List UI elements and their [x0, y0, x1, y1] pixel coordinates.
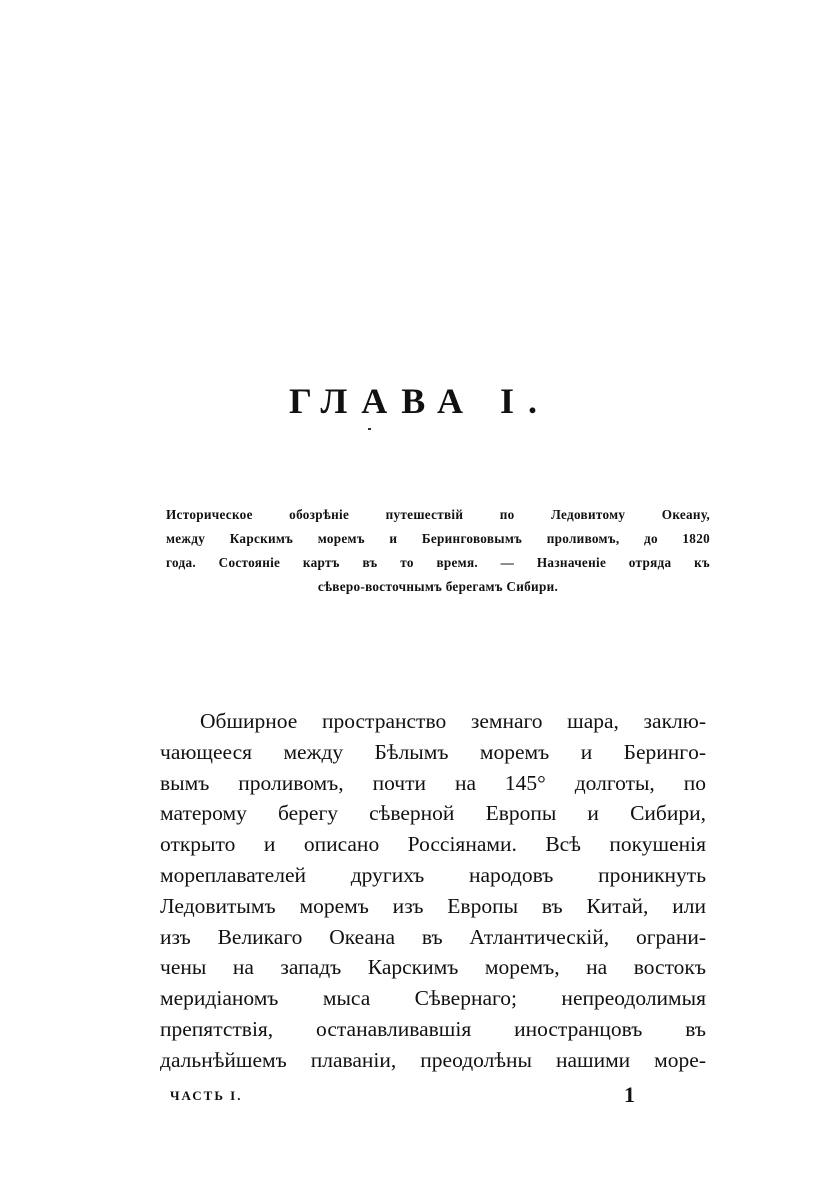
summary-line: между Карскимъ моремъ и Берингововымъ проливомъ, до 1820: [166, 531, 710, 546]
body-line: открыто и описано Россіянами. Всѣ покушенія: [160, 832, 706, 857]
body-line: чены на западъ Карскимъ моремъ, на востокъ: [160, 955, 706, 980]
page-number: 1: [624, 1082, 635, 1107]
body-line: дальнѣйшемъ плаваніи, преодолѣны нашими море-: [160, 1047, 706, 1072]
summary-line: года. Состояніе картъ въ то время. — Назначеніе отряда къ: [166, 555, 710, 570]
chapter-summary: [166, 503, 710, 599]
body-line: меридіаномъ мыса Сѣвернаго; непреодолимыя: [160, 986, 706, 1011]
summary-line: сѣверо-восточнымъ берегамъ Сибири.: [317, 579, 559, 594]
body-line: мореплавателей другихъ народовъ проникнуть: [160, 862, 706, 887]
summary-line: Историческое обозрѣніе путешествій по Ледовитому Океану,: [166, 507, 710, 522]
signature-mark: ЧАСТЬ I.: [170, 1088, 243, 1103]
body-line: Ледовитымъ моремъ изъ Европы въ Китай, или: [160, 893, 706, 918]
body-line: вымъ проливомъ, почти на 145° долготы, по: [160, 770, 706, 795]
body-line: изъ Великаго Океана въ Атлантическій, ограни-: [160, 924, 706, 949]
body-line: чающееся между Бѣлымъ моремъ и Берингo-: [160, 739, 706, 764]
body-line: Обширное пространство земнаго шара, заклю-: [200, 709, 706, 733]
chapter-title: ГЛАВА I.: [288, 381, 552, 421]
body-paragraph: [160, 706, 706, 1076]
ornament-dot: [368, 428, 371, 430]
body-line: препятствія, останавливавшія иностранцовъ въ: [160, 1016, 706, 1041]
body-line: матерому берегу сѣверной Европы и Сибири,: [160, 801, 706, 826]
